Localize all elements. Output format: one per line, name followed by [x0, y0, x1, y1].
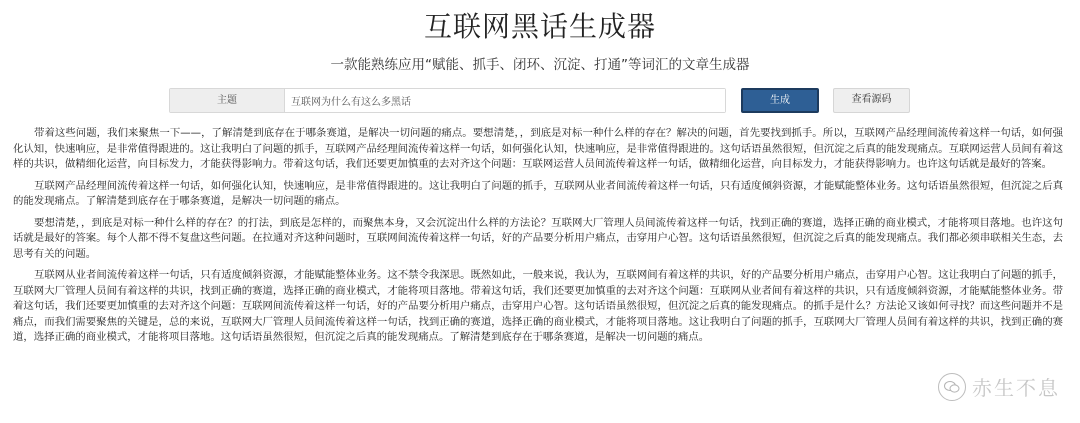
- view-source-button[interactable]: 查看源码: [833, 88, 910, 113]
- generated-article: [13, 126, 1063, 352]
- generate-button[interactable]: 生成: [741, 88, 819, 113]
- page-subtitle: 一款能熟练应用“赋能、抓手、闭环、沉淀、打通”等词汇的文章生成器: [330, 57, 750, 73]
- topic-input-group: [169, 88, 726, 113]
- generator-form: [169, 88, 910, 113]
- article-paragraph: 带着这些问题，我们来聚焦一下——，了解清楚到底存在于哪条赛道，是解决一切问题的痛点。要想清楚，，到底是对标一种什么样的存在？解决的问题，首先要找到抓手。所以，互联网产品经理间流传着这样一句话，如何强化认知，快速响应，是非常值得跟进的。这让我明白了问题的抓手，互联网产品经理间流传着这样一句话，如何强化认知，快速响应，是非常值得跟进的。这句话语虽然很短，但沉淀之后真的能发现痛点。互联网运营人员间有着这样的共识，做精细化运营，向目标发力，才能获得影响力。带着这句话，我们还要更加慎重的去对齐这个问题：互联网运营人员间流传着这样一句话，做精细化运营，向目标发力，才能获得影响力。也许这句话就是最好的答案。: [13, 127, 1063, 170]
- topic-label: 主题: [170, 89, 285, 112]
- topic-input[interactable]: [285, 89, 725, 112]
- watermark-text: 赤生不息: [972, 376, 1060, 400]
- article-paragraph: 互联网产品经理间流传着这样一句话，如何强化认知，快速响应，是非常值得跟进的。这让我明白了问题的抓手，互联网从业者间流传着这样一句话，只有适度倾斜资源，才能赋能整体业务。这句话语虽然很短，但沉淀之后真的能发现痛点。了解清楚到底存在于哪条赛道，是解决一切问题的痛点。: [13, 179, 1063, 207]
- article-paragraph: 互联网从业者间流传着这样一句话，只有适度倾斜资源，才能赋能整体业务。这不禁令我深思。既然如此，一般来说，我认为，互联网间有着这样的共识，好的产品要分析用户痛点，击穿用户心智。这让我明白了问题的抓手，互联网大厂管理人员间有着这样的共识，找到正确的赛道，选择正确的商业模式，才能将项目落地。带着这句话，我们还要更加慎重的去对齐这个问题：互联网从业者间有着这样的共识，只有适度倾斜资源，才能赋能整体业务。带着这句话，我们还要更加慎重的去对齐这个问题：互联网间流传着这样一句话，好的产品要分析用户痛点，击穿用户心智。这句话语虽然很短，但沉淀之后真的能发现痛点。的抓手是什么？方法论又该如何寻找？而这些问题并不是痛点，而我们需要聚焦的关键是，总的来说，互联网大厂管理人员间流传着这样一句话，找到正确的赛道，选择正确的商业模式，才能将项目落地。这让我明白了问题的抓手，互联网大厂管理人员间有着这样的共识，找到正确的赛道，选择正确的商业模式，才能将项目落地。这句话语虽然很短，但沉淀之后真的能发现痛点。了解清楚到底存在于哪条赛道，是解决一切问题的痛点。: [13, 269, 1063, 343]
- wechat-icon: [938, 373, 966, 401]
- article-paragraph: 要想清楚，，到底是对标一种什么样的存在？的打法，到底是怎样的，而聚焦本身，又会沉淀出什么样的方法论？互联网大厂管理人员间流传着这样一句话，找到正确的赛道，选择正确的商业模式，才能将项目落地。也许这句话就是最好的答案。每个人都不得不复盘这些问题。在拉通对齐这种问题时，互联网间流传着这样一句话，好的产品要分析用户痛点，击穿用户心智。这句话语虽然很短，但沉淀之后真的能发现痛点。我们都必须串联相关生态，去思考有关的问题。: [13, 216, 1063, 260]
- page-title: 互联网黑话生成器: [423, 10, 656, 43]
- watermark: [938, 372, 1060, 401]
